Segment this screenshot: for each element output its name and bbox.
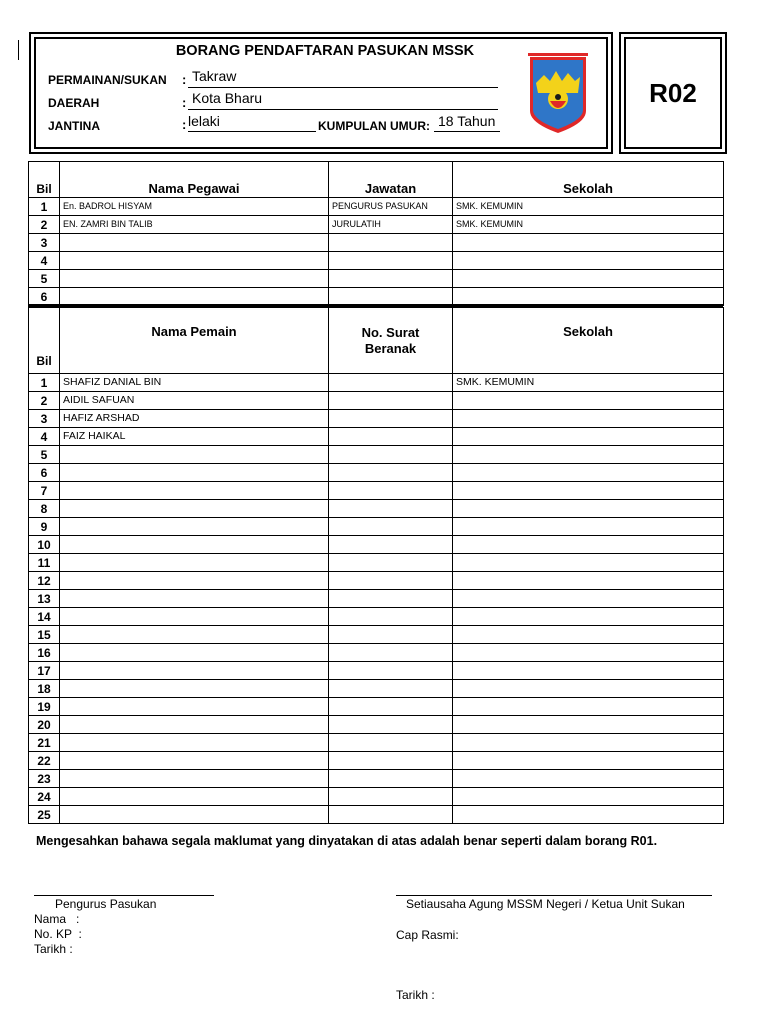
row-bil: 3 [29,234,60,252]
cell-sekolah[interactable] [453,806,724,824]
cell-nama[interactable]: En. BADROL HISYAM [60,198,329,216]
cell-sekolah[interactable] [453,288,724,306]
cell-nama[interactable] [60,608,329,626]
row-bil: 13 [29,590,60,608]
cell-sekolah[interactable] [453,590,724,608]
cell-nama[interactable] [60,734,329,752]
row-bil: 5 [29,270,60,288]
table-row [29,518,724,536]
table-row [29,662,724,680]
cell-sekolah[interactable] [453,428,724,446]
cell-jawatan[interactable] [329,270,453,288]
cell-nama[interactable]: SHAFIZ DANIAL BIN [60,374,329,392]
cell-sekolah[interactable] [453,644,724,662]
cell-jawatan[interactable]: JURULATIH [329,216,453,234]
cell-nama[interactable] [60,500,329,518]
row-bil: 15 [29,626,60,644]
cell-nama[interactable] [60,752,329,770]
cell-sekolah[interactable]: SMK. KEMUMIN [453,374,724,392]
row-bil: 6 [29,288,60,306]
value-permainan[interactable]: Takraw [192,68,237,84]
cell-sekolah[interactable] [453,572,724,590]
cell-nama[interactable] [60,698,329,716]
cell-sekolah[interactable] [453,752,724,770]
header-nama-pegawai: Nama Pegawai [60,162,329,198]
officials-table [28,161,724,306]
cell-nama[interactable] [60,590,329,608]
header-jawatan: Jawatan [329,162,453,198]
signer-left-nama: Nama : [34,912,80,926]
cell-sekolah[interactable] [453,518,724,536]
cell-nama[interactable]: AIDIL SAFUAN [60,392,329,410]
header-no-surat-beranak [329,308,453,374]
signer-right-cap: Cap Rasmi: [396,928,459,942]
cell-no-surat[interactable] [329,608,453,626]
cell-sekolah[interactable] [453,770,724,788]
cell-nama[interactable] [60,234,329,252]
cell-no-surat[interactable] [329,518,453,536]
table-row [29,482,724,500]
header-bil: Bil [29,308,60,374]
table-row [29,216,724,234]
signature-line-left [34,895,214,896]
cell-no-surat[interactable] [329,536,453,554]
row-bil: 9 [29,518,60,536]
table-row [29,734,724,752]
cell-jawatan[interactable] [329,288,453,306]
cell-jawatan[interactable]: PENGURUS PASUKAN [329,198,453,216]
cell-sekolah[interactable] [453,626,724,644]
row-bil: 21 [29,734,60,752]
underline-jantina [188,131,316,132]
underline-daerah [188,109,498,110]
cell-sekolah[interactable] [453,536,724,554]
cell-jawatan[interactable] [329,234,453,252]
cell-nama[interactable]: EN. ZAMRI BIN TALIB [60,216,329,234]
label-kumpulan-umur: KUMPULAN UMUR: [318,119,430,133]
cell-no-surat[interactable] [329,446,453,464]
cell-nama[interactable] [60,518,329,536]
row-bil: 12 [29,572,60,590]
cell-nama[interactable] [60,270,329,288]
cell-nama[interactable] [60,680,329,698]
table-row [29,644,724,662]
table-row [29,464,724,482]
cell-no-surat[interactable] [329,734,453,752]
cell-sekolah[interactable] [453,270,724,288]
row-bil: 10 [29,536,60,554]
cell-sekolah[interactable] [453,662,724,680]
row-bil: 2 [29,392,60,410]
cell-nama[interactable]: HAFIZ ARSHAD [60,410,329,428]
row-bil: 14 [29,608,60,626]
cell-nama[interactable] [60,464,329,482]
cell-nama[interactable] [60,770,329,788]
cell-nama[interactable] [60,572,329,590]
header-sekolah: Sekolah [453,308,724,374]
cell-sekolah[interactable] [453,500,724,518]
label-daerah: DAERAH [48,96,100,110]
cell-no-surat[interactable] [329,662,453,680]
table-row [29,626,724,644]
table-row [29,392,724,410]
signer-left-nokp: No. KP : [34,927,82,941]
row-bil: 25 [29,806,60,824]
header-nama-pemain: Nama Pemain [60,308,329,374]
row-bil: 17 [29,662,60,680]
signer-right-title: Setiausaha Agung MSSM Negeri / Ketua Unit Sukan [406,897,685,911]
cell-no-surat[interactable] [329,716,453,734]
row-bil: 3 [29,410,60,428]
row-bil: 18 [29,680,60,698]
cell-sekolah[interactable] [453,734,724,752]
label-jantina: JANTINA [48,119,101,133]
cell-jawatan[interactable] [329,252,453,270]
cell-sekolah[interactable] [453,716,724,734]
table-row [29,410,724,428]
cell-sekolah[interactable] [453,446,724,464]
officials-header-row [29,162,724,198]
row-bil: 1 [29,198,60,216]
cell-no-surat[interactable] [329,410,453,428]
row-bil: 4 [29,252,60,270]
form-title: BORANG PENDAFTARAN PASUKAN MSSK [175,43,475,59]
cell-sekolah[interactable] [453,608,724,626]
row-bil: 22 [29,752,60,770]
table-row [29,770,724,788]
signer-left-tarikh: Tarikh : [34,942,73,956]
cell-sekolah[interactable]: SMK. KEMUMIN [453,216,724,234]
signature-line-right [396,895,712,896]
row-bil: 24 [29,788,60,806]
table-row [29,806,724,824]
table-row [29,680,724,698]
cell-no-surat[interactable] [329,428,453,446]
cell-nama[interactable] [60,554,329,572]
table-row [29,716,724,734]
cell-sekolah[interactable] [453,410,724,428]
row-bil: 11 [29,554,60,572]
declaration-statement: Mengesahkan bahawa segala maklumat yang dinyatakan di atas adalah benar seperti dalam borang R01. [36,834,658,848]
cell-nama[interactable] [60,626,329,644]
underline-kumpulan-umur [434,131,500,132]
signer-left-title: Pengurus Pasukan [55,897,157,911]
cell-no-surat[interactable] [329,806,453,824]
table-row [29,234,724,252]
table-row [29,252,724,270]
table-row [29,536,724,554]
row-bil: 6 [29,464,60,482]
mssk-crest-icon [528,53,588,135]
row-bil: 5 [29,446,60,464]
row-bil: 23 [29,770,60,788]
value-jantina[interactable]: lelaki [188,113,220,129]
cell-no-surat[interactable] [329,392,453,410]
header-no-surat: No. Surat [361,325,420,340]
cell-sekolah[interactable] [453,680,724,698]
cell-nama[interactable] [60,716,329,734]
cell-sekolah[interactable] [453,788,724,806]
table-row [29,572,724,590]
table-row [29,608,724,626]
value-daerah[interactable]: Kota Bharu [192,90,263,106]
row-bil: 1 [29,374,60,392]
table-row [29,446,724,464]
table-row [29,554,724,572]
cell-no-surat[interactable] [329,590,453,608]
row-bil: 19 [29,698,60,716]
header-bil: Bil [29,162,60,198]
table-row [29,270,724,288]
row-bil: 4 [29,428,60,446]
form-code: R02 [624,37,722,149]
header-sekolah: Sekolah [453,162,724,198]
cell-nama[interactable] [60,288,329,306]
row-bil: 8 [29,500,60,518]
row-bil: 7 [29,482,60,500]
cell-sekolah[interactable] [453,698,724,716]
cell-nama[interactable]: FAIZ HAIKAL [60,428,329,446]
cell-no-surat[interactable] [329,788,453,806]
cell-sekolah[interactable] [453,464,724,482]
players-table [28,307,724,824]
cell-no-surat[interactable] [329,680,453,698]
cell-nama[interactable] [60,644,329,662]
table-row [29,198,724,216]
cell-no-surat[interactable] [329,572,453,590]
cell-sekolah[interactable] [453,482,724,500]
cell-sekolah[interactable] [453,234,724,252]
cell-no-surat[interactable] [329,554,453,572]
cell-nama[interactable] [60,446,329,464]
cell-no-surat[interactable] [329,374,453,392]
table-row [29,590,724,608]
cell-sekolah[interactable] [453,392,724,410]
cell-sekolah[interactable] [453,554,724,572]
label-permainan: PERMAINAN/SUKAN [48,73,167,87]
cell-no-surat[interactable] [329,500,453,518]
table-row [29,428,724,446]
table-row [29,698,724,716]
row-bil: 2 [29,216,60,234]
cell-no-surat[interactable] [329,626,453,644]
table-row [29,500,724,518]
cell-nama[interactable] [60,662,329,680]
cell-no-surat[interactable] [329,752,453,770]
cell-nama[interactable] [60,482,329,500]
row-bil: 20 [29,716,60,734]
cell-nama[interactable] [60,536,329,554]
colon-permainan: : [182,72,187,87]
cell-no-surat[interactable] [329,482,453,500]
row-bil: 16 [29,644,60,662]
signer-right-tarikh: Tarikh : [396,988,435,1002]
cell-nama[interactable] [60,806,329,824]
cell-no-surat[interactable] [329,770,453,788]
cell-nama[interactable] [60,788,329,806]
text-cursor [18,40,19,60]
table-row [29,374,724,392]
value-kumpulan-umur[interactable]: 18 Tahun [438,113,496,129]
cell-nama[interactable] [60,252,329,270]
table-row [29,752,724,770]
cell-sekolah[interactable]: SMK. KEMUMIN [453,198,724,216]
colon-jantina: : [182,117,187,132]
colon-daerah: : [182,95,187,110]
cell-no-surat[interactable] [329,464,453,482]
table-row [29,788,724,806]
table-row [29,288,724,306]
players-header-row [29,308,724,374]
underline-permainan [188,87,498,88]
header-beranak: Beranak [364,341,417,357]
cell-no-surat[interactable] [329,698,453,716]
cell-sekolah[interactable] [453,252,724,270]
cell-no-surat[interactable] [329,644,453,662]
